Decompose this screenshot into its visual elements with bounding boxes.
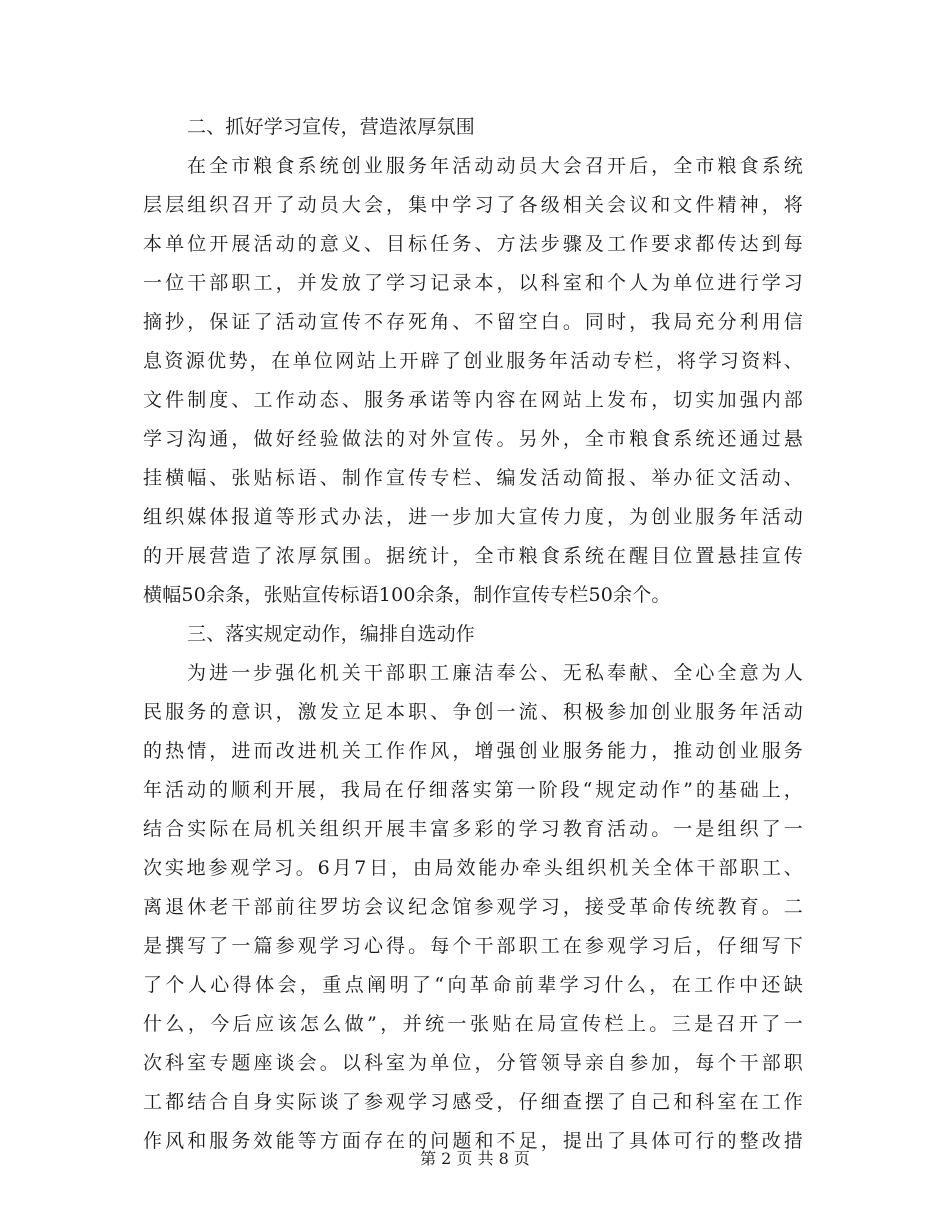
paragraph-line: 结合实际在局机关组织开展丰富多彩的学习教育活动。一是组织了一 (143, 818, 803, 840)
paragraph-line: 组织媒体报道等形式办法，进一步加大宣传力度，为创业服务年活动 (143, 506, 803, 528)
paragraph-line: 工都结合自身实际谈了参观学习感受，仔细查摆了自己和科室在工作 (143, 1091, 803, 1113)
paragraph-line: 作风和服务效能等方面存在的问题和不足，提出了具体可行的整改措 (143, 1130, 803, 1152)
paragraph-line: 的开展营造了浓厚氛围。据统计，全市粮食系统在醒目位置悬挂宣传 (143, 545, 803, 567)
paragraph-line: 在全市粮食系统创业服务年活动动员大会召开后，全市粮食系统 (187, 155, 803, 177)
paragraph-line: 层层组织召开了动员大会，集中学习了各级相关会议和文件精神，将 (143, 194, 803, 216)
section-heading: 三、落实规定动作，编排自选动作 (187, 623, 476, 645)
paragraph-line: 民服务的意识，激发立足本职、争创一流、积极参加创业服务年活动 (143, 701, 803, 723)
paragraph-line: 学习沟通，做好经验做法的对外宣传。另外，全市粮食系统还通过悬 (143, 428, 803, 450)
paragraph-line: 文件制度、工作动态、服务承诺等内容在网站上发布，切实加强内部 (143, 389, 803, 411)
paragraph-line: 一位干部职工，并发放了学习记录本，以科室和个人为单位进行学习 (143, 272, 803, 294)
paragraph-line: 离退休老干部前往罗坊会议纪念馆参观学习，接受革命传统教育。二 (143, 896, 803, 918)
paragraph-line: 息资源优势，在单位网站上开辟了创业服务年活动专栏，将学习资料、 (143, 350, 803, 372)
paragraph-line: 年活动的顺利开展，我局在仔细落实第一阶段“规定动作”的基础上， (143, 779, 803, 801)
paragraph-line: 挂横幅、张贴标语、制作宣传专栏、编发活动简报、举办征文活动、 (143, 467, 803, 489)
paragraph-line: 次科室专题座谈会。以科室为单位，分管领导亲自参加，每个干部职 (143, 1052, 803, 1074)
paragraph-line: 了个人心得体会，重点阐明了“向革命前辈学习什么，在工作中还缺 (143, 974, 803, 996)
paragraph-line: 横幅50余条，张贴宣传标语100余条，制作宣传专栏50余个。 (143, 584, 671, 606)
body-text (143, 108, 803, 1161)
paragraph-line: 是撰写了一篇参观学习心得。每个干部职工在参观学习后，仔细写下 (143, 935, 803, 957)
section-heading: 二、抓好学习宣传，营造浓厚氛围 (187, 116, 476, 138)
paragraph-line: 什么，今后应该怎么做”，并统一张贴在局宣传栏上。三是召开了一 (143, 1013, 803, 1035)
paragraph-line: 次实地参观学习。6月7日，由局效能办牵头组织机关全体干部职工、 (143, 857, 803, 879)
paragraph-line: 本单位开展活动的意义、目标任务、方法步骤及工作要求都传达到每 (143, 233, 803, 255)
paragraph-line: 的热情，进而改进机关工作作风，增强创业服务能力，推动创业服务 (143, 740, 803, 762)
page-number-footer: 第 2 页 共 8 页 (420, 1149, 530, 1168)
paragraph-line: 为进一步强化机关干部职工廉洁奉公、无私奉献、全心全意为人 (187, 662, 803, 684)
paragraph-line: 摘抄，保证了活动宣传不存死角、不留空白。同时，我局充分利用信 (143, 311, 803, 333)
